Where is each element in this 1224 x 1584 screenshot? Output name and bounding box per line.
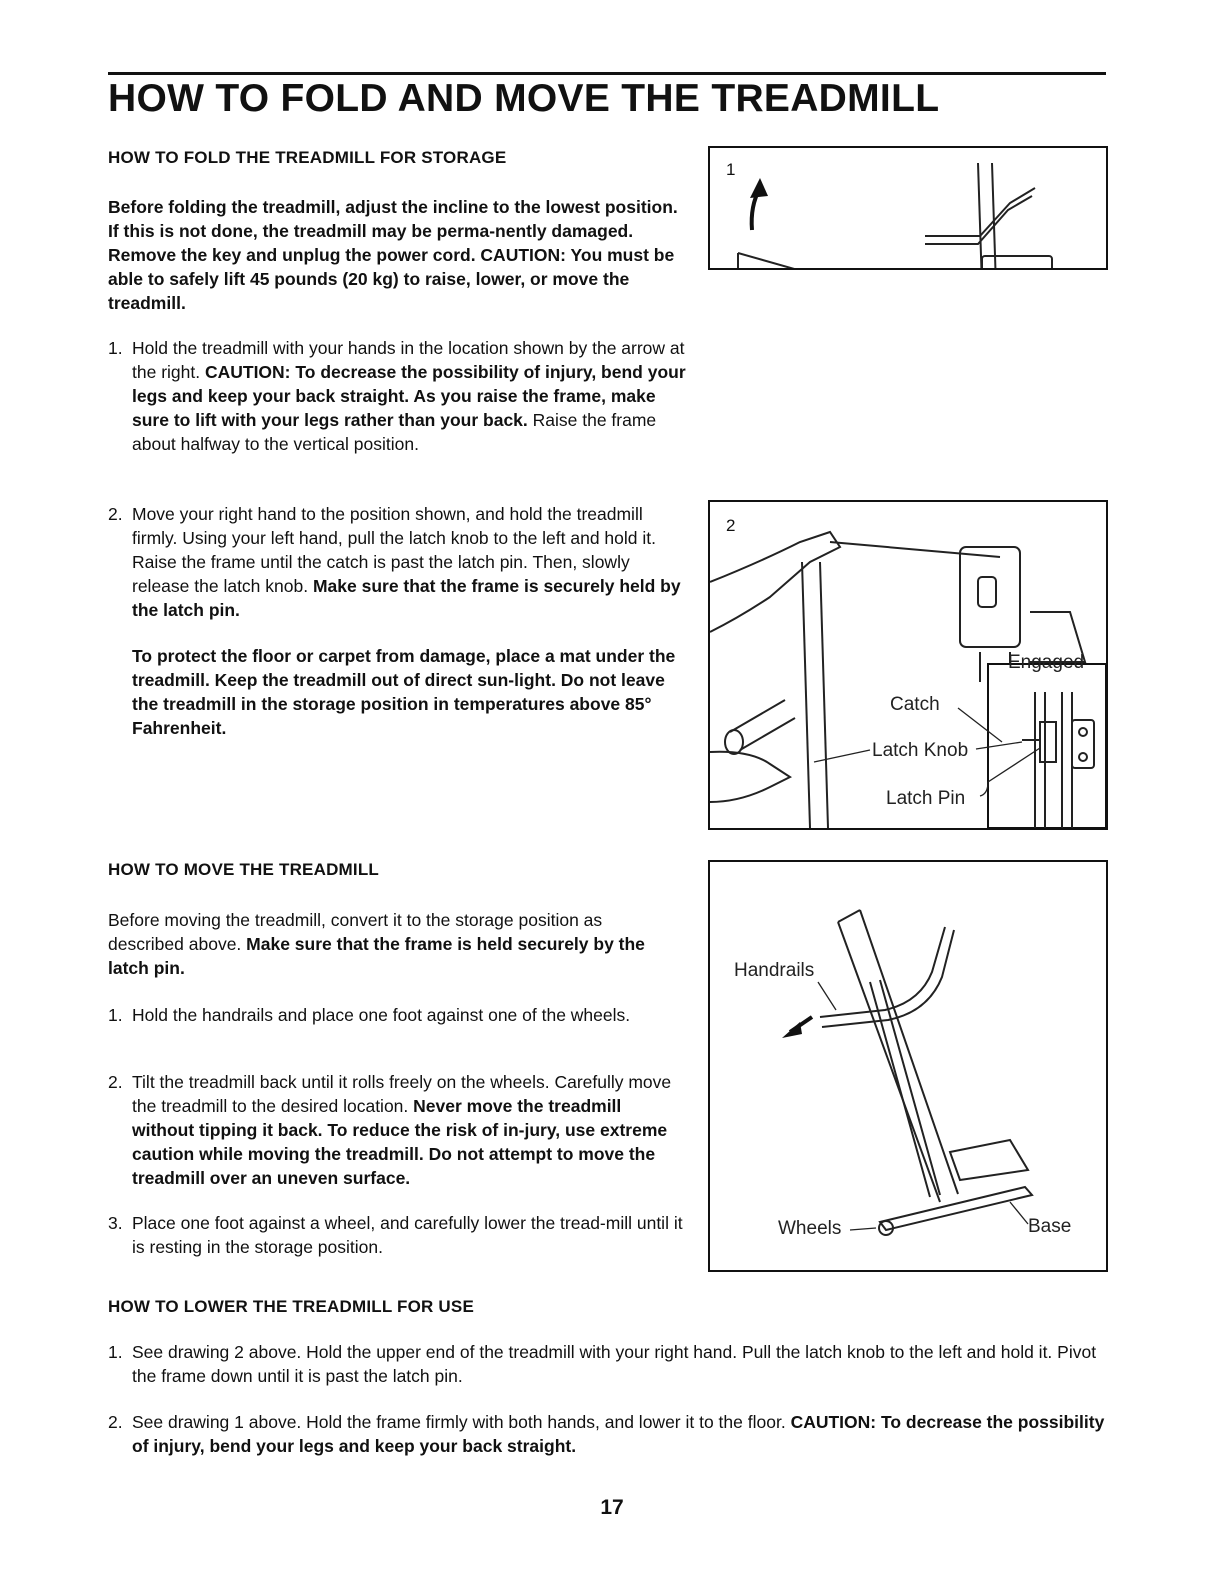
handrails-label: Handrails	[734, 960, 815, 981]
latch-knob-label: Latch Knob	[872, 740, 969, 761]
step-number: 1.	[108, 338, 123, 358]
step-caution: CAUTION: To decrease the possibility of injury, bend your legs and keep your back straight.	[132, 1412, 1105, 1456]
lower-heading: HOW TO LOWER THE TREADMILL FOR USE	[108, 1297, 474, 1316]
engaged-label: Engaged	[1008, 652, 1085, 673]
step-text: Move your right hand to the position shown, and hold the treadmill firmly. Using your left hand, pull the latch knob to the left and hold it. Raise the frame until the catch is past the latch pin. Then, slowly release the latch knob.	[132, 504, 656, 596]
lower-step-2	[108, 1410, 1108, 1458]
intro-caution: Make sure that the frame is held securely by the latch pin.	[108, 934, 645, 978]
step-text: Hold the treadmill with your hands in the location shown by the arrow at the right.	[132, 338, 685, 382]
step-caution: CAUTION: To decrease the possibility of injury, bend your legs and keep your back straight. As you raise the frame, make sure to lift with your legs rather than your back.	[132, 362, 686, 430]
step-number: 2.	[108, 504, 123, 524]
step-number: 3.	[108, 1213, 123, 1233]
protect-note: To protect the floor or carpet from damage, place a mat under the treadmill. Keep the treadmill out of direct sun-light. Do not leave the treadmill in the storage position in temperatures above 85° Fahrenheit.	[132, 646, 676, 738]
direction-arrow-icon	[782, 1017, 812, 1038]
step-caution: Make sure that the frame is securely held by the latch pin.	[132, 576, 681, 620]
move-step-3	[108, 1211, 688, 1259]
fold-heading: HOW TO FOLD THE TREADMILL FOR STORAGE	[108, 148, 507, 167]
lower-step-1	[108, 1340, 1098, 1388]
figure-number: 2	[726, 516, 736, 535]
move-heading: HOW TO MOVE THE TREADMILL	[108, 860, 380, 879]
step-text: See drawing 2 above. Hold the upper end of the treadmill with your right hand. Pull the latch knob to the left and hold it. Pivot the frame down until it is past the latch pin.	[132, 1342, 1097, 1386]
catch-label: Catch	[890, 694, 940, 715]
page-title: HOW TO FOLD AND MOVE THE TREADMILL	[108, 77, 940, 120]
step-number: 1.	[108, 1005, 123, 1025]
figure-3	[708, 860, 1108, 1272]
treadmill-moving-illustration	[710, 862, 1106, 1270]
move-step-2	[108, 1070, 683, 1190]
step-number: 2.	[108, 1412, 123, 1432]
step-text: See drawing 1 above. Hold the frame firmly with both hands, and lower it to the floor.	[132, 1412, 791, 1432]
base-label: Base	[1028, 1216, 1072, 1237]
treadmill-raising-illustration	[710, 148, 1106, 268]
wheels-label: Wheels	[778, 1218, 842, 1239]
title-divider	[108, 72, 1106, 75]
intro-text: Before moving the treadmill, convert it to the storage position as described above.	[108, 910, 603, 954]
step-text: Place one foot against a wheel, and carefully lower the tread-mill until it is resting in the storage position.	[132, 1213, 683, 1257]
engaged-inset	[988, 664, 1106, 828]
latch-pin-label: Latch Pin	[886, 788, 966, 809]
fold-step-1	[108, 336, 688, 456]
step-text: Raise the frame about halfway to the vertical position.	[132, 410, 657, 454]
move-intro	[108, 908, 678, 980]
page-number: 17	[600, 1496, 624, 1519]
step-caution: Never move the treadmill without tipping it back. To reduce the risk of in-jury, use extreme caution while moving the treadmill. Do not attempt to move the treadmill over an uneven surface.	[132, 1096, 668, 1188]
step-text: Tilt the treadmill back until it rolls freely on the wheels. Carefully move the treadmill to the desired location.	[132, 1072, 672, 1116]
lift-arrow-icon	[750, 178, 768, 230]
fold-warning: Before folding the treadmill, adjust the incline to the lowest position. If this is not done, the treadmill may be perma-nently damaged. Remove the key and unplug the power cord. CAUTION: You must be able to safely lift 45 pounds (20 kg) to raise, lower, or move the treadmill.	[108, 197, 678, 313]
figure-number: 1	[726, 160, 736, 179]
move-step-1	[108, 1003, 668, 1027]
figure-1	[708, 146, 1108, 270]
fold-step-2	[108, 502, 688, 622]
step-number: 1.	[108, 1342, 123, 1362]
figure-2	[708, 500, 1108, 830]
step-number: 2.	[108, 1072, 123, 1092]
step-text: Hold the handrails and place one foot against one of the wheels.	[132, 1005, 631, 1025]
